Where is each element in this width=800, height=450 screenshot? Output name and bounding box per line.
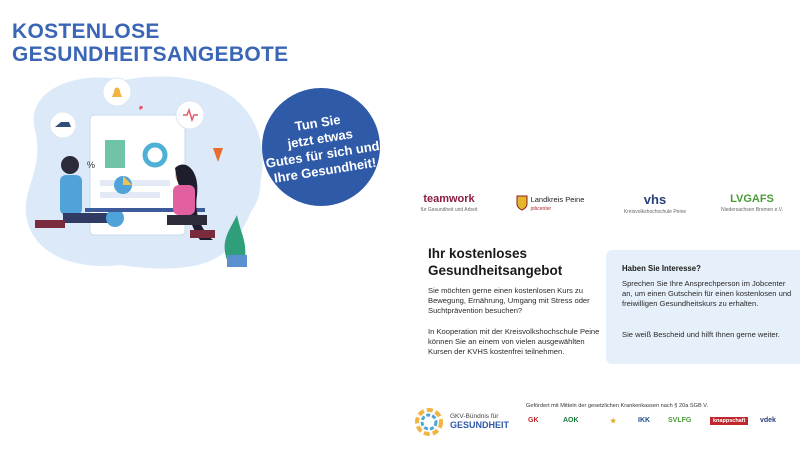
percent-icon: % [87, 160, 96, 170]
content-heading: Ihr kostenloses Gesundheitsangebot [428, 246, 563, 278]
title-line-1: KOSTENLOSE [12, 20, 160, 43]
left-lower-area [0, 275, 400, 450]
footer [400, 395, 800, 450]
body-figure [105, 140, 125, 168]
content-paragraph-2: In Kooperation mit der Kreisvolkshochschule Peine können Sie an einem von vielen ausgewählten Kursen der KVHS kostenfrei teilnehmen. [428, 327, 600, 357]
interest-box [606, 250, 800, 364]
gkv-wheel-icon [414, 407, 444, 437]
man-body [60, 175, 82, 215]
chair-right [190, 230, 215, 238]
interest-box-title: Haben Sie Interesse? [622, 264, 701, 273]
coat-of-arms-icon [516, 195, 528, 211]
funder-logo-star: ★ [610, 418, 617, 425]
page-title [12, 20, 288, 66]
gkv-logo [414, 407, 529, 439]
lvg-logo: LVGAFS Niedersachsen Bremen e.V. [720, 193, 784, 213]
chair-left [35, 220, 65, 228]
gkv-line-1: GKV-Bündnis für [450, 413, 499, 420]
partner-logos [400, 185, 800, 225]
title-line-2: GESUNDHEITSANGEBOTE [12, 43, 289, 66]
funder-logo-aok: AOK [563, 417, 579, 424]
funder-logo-svlfg: SVLFG [668, 417, 692, 424]
woman-body [173, 185, 195, 215]
illustration [15, 70, 265, 275]
funder-logo-knappschaft: knappschaft [710, 417, 748, 425]
funder-logo-vdek: vdek [760, 417, 776, 424]
landkreis-logo: Landkreis Peine jobcenter [510, 185, 590, 221]
vhs-logo: vhs Kreisvolkshochschule Peine [623, 191, 687, 215]
interest-box-paragraph-1: Sprechen Sie Ihre Ansprechperson im Jobcenter an, um einen Gutschein für einen kostenlosen und freiwilligen Gesundheitskurs zu erhalten. [622, 279, 792, 309]
interest-box-paragraph-2: Sie weiß Bescheid und hilft Ihnen gerne weiter. [622, 330, 780, 339]
man-head [61, 156, 79, 174]
content-paragraph-1: Sie möchten gerne einen kostenlosen Kurs zu Bewegung, Ernährung, Umgang mit Stress oder Suchtprävention besuchen? [428, 286, 590, 316]
callout-text: Tun Sie jetzt etwas Gutes für sich und Ihre Gesundheit! [264, 111, 381, 186]
funding-note: Gefördert mit Mitteln der gesetzlichen Krankenkassen nach § 20a SGB V. [526, 403, 708, 409]
callout-circle [262, 88, 380, 206]
funder-logo-ikk: IKK [638, 417, 651, 424]
gkv-line-2: GESUNDHEIT [450, 420, 510, 430]
funder-logo-gk: GK [528, 417, 539, 424]
right-panel [400, 0, 800, 450]
teamwork-logo: teamwork für Gesundheit und Arbeit [420, 193, 478, 213]
